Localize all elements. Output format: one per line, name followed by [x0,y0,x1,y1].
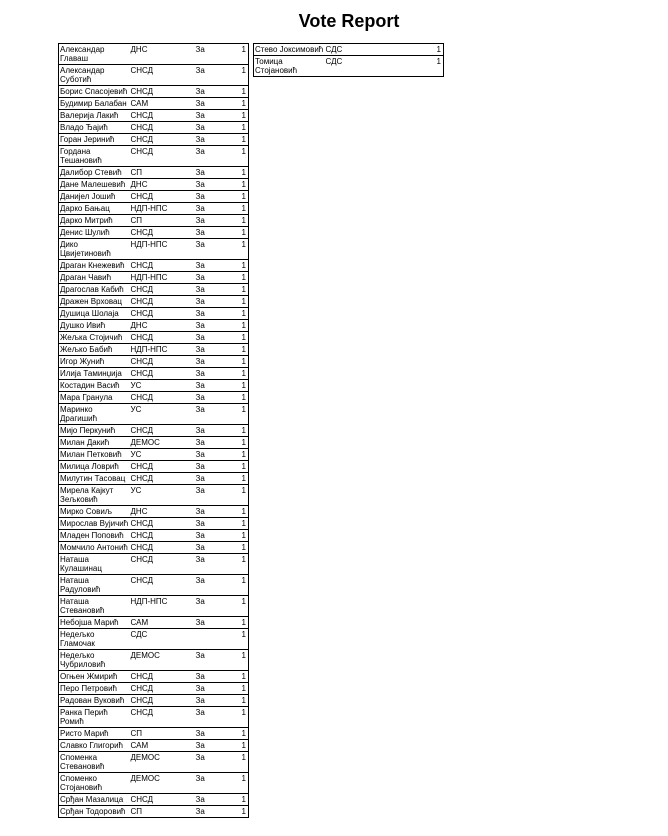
table-row [59,554,249,575]
vote-count: 1 [229,122,249,134]
table-row [59,98,249,110]
member-name: Владо Ђајић [59,122,130,134]
party-name: ДНС [130,320,195,332]
party-name: ДЕМОС [130,650,195,671]
vote-count: 1 [229,773,249,794]
member-name: Мијо Перкунић [59,425,130,437]
member-name: Костадин Васић [59,380,130,392]
vote-value: За [195,239,229,260]
table-row [59,617,249,629]
member-name: Александар Суботић [59,65,130,86]
party-name: СНСД [130,542,195,554]
vote-value: За [195,146,229,167]
vote-value: За [195,596,229,617]
member-name: Радован Вуковић [59,695,130,707]
table-row [59,437,249,449]
member-name: Жељко Бабић [59,344,130,356]
member-name: Момчило Антонић [60,543,128,552]
member-name: Милан Петковић [59,449,130,461]
table-row [59,449,249,461]
vote-count: 1 [229,650,249,671]
table-row [59,272,249,284]
party-name: УС [130,404,195,425]
member-name: Дарко Бањац [59,203,130,215]
vote-value: За [195,203,229,215]
member-name: Борис Спасојевић [59,86,130,98]
party-name: СНСД [130,122,195,134]
member-name: Далибор Стевић [59,167,130,179]
member-name: Недељко Гламочак [59,629,130,650]
page-title: Vote Report [298,11,400,31]
table-row [59,44,249,65]
table-row [59,203,249,215]
table-row [59,461,249,473]
party-name: СНСД [130,110,195,122]
member-name: Ристо Марић [59,728,130,740]
table-row [59,332,249,344]
vote-value: За [195,518,229,530]
vote-count: 1 [229,392,249,404]
vote-count: 1 [229,806,249,818]
vote-count: 1 [229,707,249,728]
vote-value: За [195,707,229,728]
vote-value: За [195,65,229,86]
vote-value: За [195,356,229,368]
party-name: СНСД [130,392,195,404]
vote-value: За [195,806,229,818]
vote-value: За [195,368,229,380]
vote-value: За [195,332,229,344]
vote-count: 1 [229,239,249,260]
vote-count: 1 [229,629,249,650]
party-name: УС [130,485,195,506]
vote-value: За [195,404,229,425]
vote-count: 1 [229,752,249,773]
vote-value: За [195,542,229,554]
vote-count: 1 [229,110,249,122]
member-name: Душица Шолаја [59,308,130,320]
vote-value: За [195,284,229,296]
vote-count: 1 [229,518,249,530]
member-name: Валерија Лакић [59,110,130,122]
member-name: Милутин Тасовац [59,473,130,485]
member-name: Дарко Митрић [59,215,130,227]
table-row [59,530,249,542]
vote-count: 1 [229,575,249,596]
vote-value: За [195,437,229,449]
vote-value: За [195,473,229,485]
vote-value: За [195,752,229,773]
member-name: Споменко Стојановић [59,773,130,794]
table-row [59,284,249,296]
vote-count: 1 [229,728,249,740]
member-name: Илија Таминџија [59,368,130,380]
party-name: ДЕМОС [130,773,195,794]
vote-value: За [195,191,229,203]
vote-value: За [195,650,229,671]
vote-value: За [195,296,229,308]
vote-value: За [195,167,229,179]
party-name: ДЕМОС [130,437,195,449]
vote-value: За [195,506,229,518]
member-name: Мирко Совиљ [59,506,130,518]
vote-value: За [195,485,229,506]
party-name: СП [130,167,195,179]
party-name: СНСД [130,575,195,596]
vote-count: 1 [229,617,249,629]
vote-count: 1 [229,272,249,284]
table-row [59,344,249,356]
member-name: Славко Глигорић [59,740,130,752]
vote-table-left [58,43,249,818]
table-row [59,146,249,167]
vote-value: За [195,449,229,461]
party-name: СНСД [130,425,195,437]
member-name: Споменка Стевановић [59,752,130,773]
vote-count: 1 [229,332,249,344]
table-row [59,596,249,617]
vote-value: За [195,272,229,284]
vote-value: За [195,392,229,404]
vote-value: За [195,44,229,65]
party-name: СНСД [130,356,195,368]
table-row [59,425,249,437]
party-name: СНСД [130,368,195,380]
vote-count: 1 [229,542,249,554]
member-name: Жељка Стојичић [59,332,130,344]
party-name: САМ [130,617,195,629]
table-row [59,356,249,368]
vote-count: 1 [229,344,249,356]
vote-value: За [195,260,229,272]
member-name: Александар Главаш [59,44,130,65]
vote-count: 1 [229,695,249,707]
vote-value: За [195,344,229,356]
party-name: СНСД [130,86,195,98]
vote-count: 1 [229,260,249,272]
table-row [59,728,249,740]
table-row [59,179,249,191]
table-row [59,167,249,179]
table-row [59,671,249,683]
member-name: Перо Петровић [59,683,130,695]
vote-count: 1 [229,461,249,473]
table-row [59,308,249,320]
table-row [59,518,249,530]
party-name: СНСД [130,308,195,320]
party-name: СНСД [130,296,195,308]
table-row [59,320,249,332]
party-name: СП [130,728,195,740]
party-name: СНСД [130,227,195,239]
party-name: ДНС [130,506,195,518]
member-name: Денис Шулић [59,227,130,239]
party-name: ДЕМОС [130,752,195,773]
table-row [59,110,249,122]
vote-count: 1 [229,167,249,179]
party-name: ДНС [130,44,195,65]
party-name: СНСД [130,146,195,167]
member-name: Недељко Чубриловић [59,650,130,671]
party-name: НДП-НПС [130,596,195,617]
party-name: ДНС [130,179,195,191]
vote-count: 1 [229,794,249,806]
party-name: СНСД [130,695,195,707]
party-name: СНСД [130,518,195,530]
vote-value: За [195,179,229,191]
table-row [59,260,249,272]
vote-count: 1 [424,44,444,56]
table-row [59,134,249,146]
table-row [59,806,249,818]
table-row [59,752,249,773]
member-name: Милан Дакић [59,437,130,449]
vote-value: За [195,554,229,575]
party-name: СНСД [130,260,195,272]
table-row [59,122,249,134]
party-name: НДП-НПС [130,239,195,260]
vote-count: 1 [229,44,249,65]
vote-count: 1 [229,86,249,98]
vote-value: За [195,380,229,392]
vote-count: 1 [229,404,249,425]
party-name: СНСД [130,473,195,485]
table-row [59,368,249,380]
vote-count: 1 [229,449,249,461]
vote-count: 1 [229,425,249,437]
member-name: Милица Ловрић [59,461,130,473]
vote-value: За [195,320,229,332]
vote-value: За [195,617,229,629]
vote-value: За [195,215,229,227]
vote-value: За [195,122,229,134]
vote-table-right [253,43,444,77]
member-name: Мара Гранула [59,392,130,404]
table-row [59,773,249,794]
member-name: Горан Јеринић [59,134,130,146]
party-name: СНСД [130,671,195,683]
member-name: Ранка Перић Ромић [59,707,130,728]
vote-count: 1 [229,356,249,368]
vote-count: 1 [424,56,444,77]
member-name: Маринко Драгишић [59,404,130,425]
party-name: НДП-НПС [130,203,195,215]
table-row [59,227,249,239]
table-row [59,473,249,485]
table-row [59,629,249,650]
vote-count: 1 [229,683,249,695]
vote-count: 1 [229,203,249,215]
vote-value: За [195,530,229,542]
vote-count: 1 [229,368,249,380]
table-row [59,575,249,596]
member-name: Будимир Балабан [59,98,130,110]
vote-count: 1 [229,554,249,575]
member-name: Дико Цвијетиновић [59,239,130,260]
vote-value: За [195,308,229,320]
vote-value: За [195,575,229,596]
vote-count: 1 [229,671,249,683]
party-name: СДС [325,56,390,77]
party-name: СП [130,806,195,818]
table-row [59,695,249,707]
vote-value: За [195,98,229,110]
member-name: Душко Ивић [59,320,130,332]
party-name: СДС [130,629,195,650]
party-name: СНСД [130,191,195,203]
party-name: САМ [130,740,195,752]
table-row [59,506,249,518]
party-name: УС [130,380,195,392]
party-name: СНСД [130,554,195,575]
vote-count: 1 [229,437,249,449]
table-row [59,191,249,203]
table-row [59,740,249,752]
vote-value: За [195,773,229,794]
table-row [254,44,444,56]
vote-count: 1 [229,308,249,320]
member-name: Томица Стојановић [254,56,325,77]
vote-count: 1 [229,596,249,617]
vote-count: 1 [229,485,249,506]
vote-count: 1 [229,191,249,203]
vote-count: 1 [229,320,249,332]
party-name: СНСД [130,707,195,728]
table-row [59,683,249,695]
vote-value: За [195,671,229,683]
vote-value: За [195,227,229,239]
vote-count: 1 [229,134,249,146]
table-row [59,296,249,308]
party-name: СНСД [130,794,195,806]
vote-count: 1 [229,740,249,752]
member-name: Наташа Радуловић [59,575,130,596]
member-name: Драган Чавић [59,272,130,284]
party-name: УС [130,449,195,461]
member-name: Гордана Тешановић [59,146,130,167]
party-name: СНСД [130,683,195,695]
table-row [59,380,249,392]
vote-value: За [195,86,229,98]
table-row [59,650,249,671]
member-name: Драгослав Кабић [59,284,130,296]
party-name: СНСД [130,65,195,86]
vote-count: 1 [229,380,249,392]
vote-count: 1 [229,227,249,239]
party-name: НДП-НПС [130,272,195,284]
vote-value: За [195,740,229,752]
vote-value: За [195,728,229,740]
vote-count: 1 [229,530,249,542]
party-name: СНСД [130,461,195,473]
table-row [59,404,249,425]
vote-value: За [195,794,229,806]
vote-value: За [195,461,229,473]
vote-count: 1 [229,179,249,191]
party-name: СНСД [130,284,195,296]
member-name: Драган Кнежевић [59,260,130,272]
vote-value [390,56,424,77]
member-name: Младен Поповић [59,530,130,542]
party-name: СП [130,215,195,227]
vote-value: За [195,695,229,707]
vote-count: 1 [229,215,249,227]
vote-value [195,629,229,650]
table-row [254,56,444,77]
vote-count: 1 [229,473,249,485]
member-name: Дане Малешевић [59,179,130,191]
member-name: Срђан Тодоровић [59,806,130,818]
vote-value: За [195,425,229,437]
vote-count: 1 [229,146,249,167]
member-name: Данијел Јошић [59,191,130,203]
vote-count: 1 [229,506,249,518]
vote-count: 1 [229,296,249,308]
vote-count: 1 [229,65,249,86]
party-name: СДС [325,44,390,56]
vote-count: 1 [229,98,249,110]
table-row [59,86,249,98]
table-row [59,485,249,506]
table-row [59,65,249,86]
member-name: Небојша Марић [59,617,130,629]
table-row [59,215,249,227]
party-name: СНСД [130,530,195,542]
member-name: Дражен Врховац [59,296,130,308]
vote-value: За [195,134,229,146]
party-name: САМ [130,98,195,110]
party-name: СНСД [130,134,195,146]
table-row [59,707,249,728]
party-name: СНСД [130,332,195,344]
table-row [59,794,249,806]
member-name: Огњен Жмирић [59,671,130,683]
member-name: Игор Жунић [59,356,130,368]
vote-value: За [195,683,229,695]
vote-count: 1 [229,284,249,296]
member-name: Мирела Кајкут Зељковић [59,485,130,506]
party-name: НДП-НПС [130,344,195,356]
member-name: Мирослав Вујичић [60,519,129,528]
member-name: Стево Јоксимовић [255,45,324,54]
table-row [59,392,249,404]
member-name: Наташа Стевановић [59,596,130,617]
table-row [59,542,249,554]
vote-value: За [195,110,229,122]
vote-value [390,44,424,56]
member-name: Срђан Мазалица [59,794,130,806]
table-row [59,239,249,260]
member-name: Наташа Кулашинац [59,554,130,575]
